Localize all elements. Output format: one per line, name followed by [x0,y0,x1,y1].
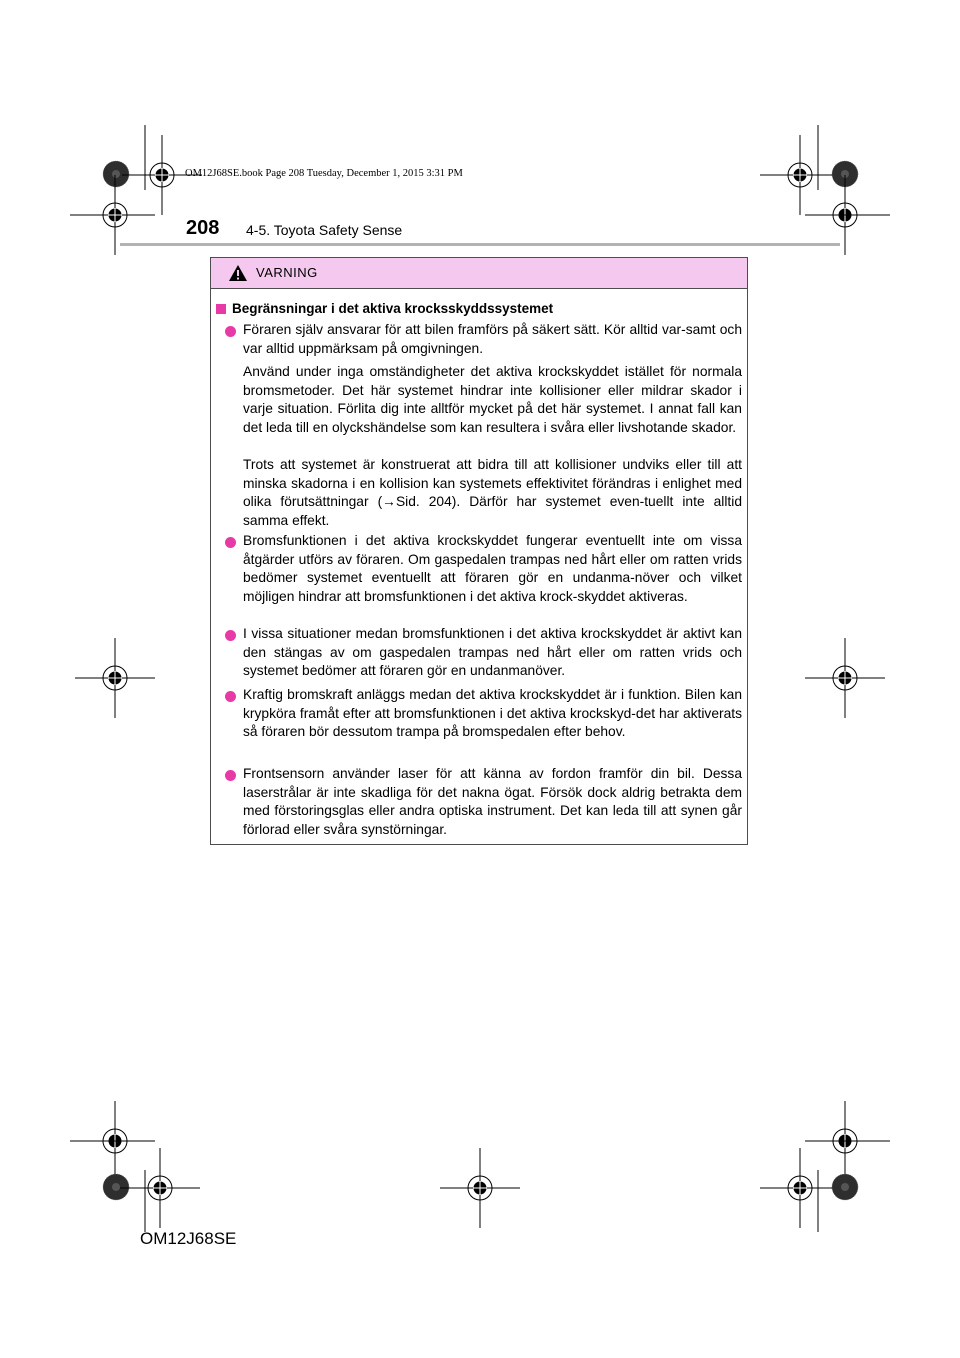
warning-heading [216,301,553,316]
warning-header [211,258,747,289]
section-title: 4-5. Toyota Safety Sense [246,222,403,238]
warning-triangle-icon [228,264,248,282]
book-info: OM12J68SE.book Page 208 Tuesday, December 1, 2015 3:31 PM [185,168,463,179]
bullet-dot-icon [225,326,236,337]
page-number: 208 [186,217,220,239]
list-item: Använd under inga omständigheter det aktiva krockskyddet istället för normala bromsmetoder. Det här systemet hindrar inte kollisioner eller mildrar skador i varje situation. Förlita dig inte alltför mycket på det här systemet. I annat fall kan det leda till en olyckshändelse som kan resultera i svåra eller livshotande skador. [243,364,742,435]
list-item: Frontsensorn använder laser för att känna av fordon framför din bil. Dessa laserstrålar är inte skadliga för det nakna ögat. Försök dock aldrig betrakta dem med förstoringsglas eller andra optiska instrument. Det kan leda till att synen går förlorad eller svåra synstörningar. [243,766,742,837]
footer-code: OM12J68SE [140,1229,237,1248]
bullet-dot-icon [225,691,236,702]
bullet-dot-icon [225,537,236,548]
list-item: Bromsfunktionen i det aktiva krockskyddet fungerar eventuellt inte om vissa åtgärder utförs av föraren. Om gaspedalen trampas ned hårt eller om ratten vrids bedömer systemet eventuellt att föraren gör en undanma-növer och vilket möjligen hindrar att bromsfunktionen i det aktiva krock-skyddet aktiveras. [243,533,742,604]
warning-label: VARNING [256,265,318,280]
square-bullet-icon [216,304,226,314]
list-item: Föraren själv ansvarar för att bilen framförs på säkert sätt. Kör alltid var-samt och var alltid uppmärksam på omgivningen. [243,322,742,356]
bullet-dot-icon [225,630,236,641]
header-divider [120,243,840,246]
bullet-dot-icon [225,770,236,781]
warning-box [210,257,748,845]
list-item: I vissa situationer medan bromsfunktionen i det aktiva krockskyddet är aktivt kan den stängas av om gaspedalen trampas ned hårt eller om ratten vrids och systemet bedömer att föraren gör en undanmanöver. [243,626,742,679]
list-item: Trots att systemet är konstruerat att bidra till att kollisioner undviks eller till att minska skadorna i en kollision kan systemets effektivitet förändras i enlighet med olika förutsättningar (→Sid. 204). Därför har systemet even-tuellt inte alltid samma effekt. [243,457,742,528]
list-item: Kraftig bromskraft anläggs medan det aktiva krockskyddet är i funktion. Bilen kan krypköra framåt efter att bromsfunktionen i det aktiva krockskyd-det har aktiverats så föraren bör dessutom trampa på bromspedalen efter behov. [243,687,742,740]
warning-heading-text: Begränsningar i det aktiva krocksskyddssystemet [232,301,554,316]
